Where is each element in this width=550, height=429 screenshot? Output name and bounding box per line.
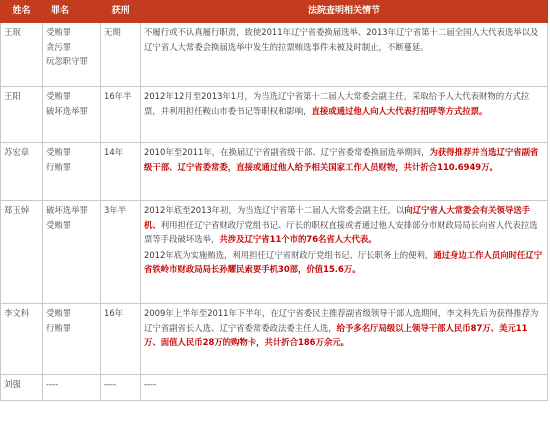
detail-paragraph (144, 203, 544, 247)
cell-name: 郑玉焯 (1, 201, 43, 304)
header-crime: 罪名 (43, 1, 101, 23)
finding-text: 2009年上半年至2011年下半年，在辽宁省委民主推荐副省级领导干部人选期间，李文科先后为获得推荐为辽宁省副省长人选、辽宁省委常委政法委主任人选， (144, 308, 539, 333)
header-row (1, 1, 548, 23)
cell-sentence: ---- (101, 375, 141, 401)
highlighted-finding: 给予多名厅局级以上领导干部人民币87万、美元11万、面值人民币28万的购物卡，共计折合186万余元。 (144, 322, 528, 347)
crime-item: 受贿罪 (46, 219, 72, 230)
table-row (1, 23, 548, 87)
cell-name: 王阳 (1, 87, 43, 143)
detail-paragraph (144, 145, 544, 174)
table-header (1, 1, 548, 23)
cell-crimes (43, 304, 101, 375)
crime-item: 贪污罪 (46, 41, 72, 52)
cell-detail (141, 201, 548, 304)
cell-detail (141, 375, 548, 401)
finding-text: ---- (144, 379, 157, 389)
detail-paragraph (144, 25, 544, 54)
cell-sentence: 无期 (101, 23, 141, 87)
table-row (1, 201, 548, 304)
finding-text: 2012年底至2013年初，为当选辽宁省第十二届人大常委会副主任，以 (144, 205, 405, 215)
cell-detail (141, 143, 548, 201)
highlighted-finding: 通过身边工作人员向时任辽宁省铁岭市财政局局长孙耀民索要手机30部，价值15.6万。 (144, 249, 543, 274)
cell-detail (141, 23, 548, 87)
cell-detail (141, 304, 548, 375)
finding-text: 2010年至2011年，在换届辽宁省副省级干部、辽宁省委常委换届选举期间， (144, 147, 430, 157)
table-row (1, 304, 548, 375)
crime-item: 受贿罪 (46, 91, 72, 101)
cell-detail (141, 87, 548, 143)
header-sentence: 获刑 (101, 1, 141, 23)
table-row (1, 87, 548, 143)
crime-item: ---- (46, 379, 59, 389)
cell-name: 苏宏章 (1, 143, 43, 201)
table-body (1, 23, 548, 401)
cell-crimes (43, 143, 101, 201)
detail-paragraph (144, 377, 544, 392)
cell-sentence: 16年 (101, 304, 141, 375)
finding-text: 不履行或不认真履行职责，致使2011年辽宁省委换届选举、2013年辽宁省第十二届全国人大代表选举以及辽宁省人大常委会换届选举中发生的拉票贿选事件未被及时制止，不断蔓延。 (144, 27, 539, 52)
finding-text: 2012年12月至2013年1月，为当选辽宁省第十二届人大常委会副主任，采取给予人大代表财物的方式拉票，并利用担任鞍山市委书记等职权和影响， (144, 91, 530, 116)
finding-text: 利用担任辽宁省财政厅党组书记、厅长的职权直接或者通过他人安排部分市财政局局长向省人代表拉选票等手段破坏选举， (144, 219, 538, 244)
table-row (1, 375, 548, 401)
cell-crimes (43, 201, 101, 304)
highlighted-finding: 为获得推荐并当选辽宁省副省级干部、辽宁省委常委，直接或通过他人给予相关国家工作人员财物，共计折合110.6949万。 (144, 147, 539, 172)
cell-sentence: 14年 (101, 143, 141, 201)
crime-item: 破坏选举罪 (46, 205, 88, 215)
cell-name: 王珉 (1, 23, 43, 87)
cell-crimes (43, 23, 101, 87)
crime-item: 行贿罪 (46, 161, 72, 172)
crime-item: 受贿罪 (46, 147, 72, 157)
crime-item: 受贿罪 (46, 27, 72, 37)
detail-paragraph (144, 306, 544, 350)
table-row (1, 143, 548, 201)
highlighted-finding: 直接或通过他人向人大代表打招呼等方式拉票。 (311, 105, 488, 116)
header-name: 姓名 (1, 1, 43, 23)
cell-crimes (43, 87, 101, 143)
cell-name: 刘强 (1, 375, 43, 401)
highlighted-finding: 共涉及辽宁省11个市的76名省人大代表。 (219, 234, 377, 244)
cell-crimes (43, 375, 101, 401)
finding-text: 2012年底为实施贿选，利用担任辽宁省财政厅党组书记、厅长职务上的便利， (144, 249, 434, 260)
highlighted-finding: 向辽宁省人大常委会有关领导送手机、 (144, 205, 531, 230)
cell-name: 李文科 (1, 304, 43, 375)
crime-item: 受贿罪 (46, 308, 72, 318)
crime-item: 行贿罪 (46, 322, 72, 333)
detail-paragraph (144, 89, 544, 118)
cell-sentence: 3年半 (101, 201, 141, 304)
cell-sentence: 16年半 (101, 87, 141, 143)
crime-item: 破坏选举罪 (46, 105, 88, 116)
crime-item: 玩忽职守罪 (46, 56, 88, 66)
detail-paragraph (144, 248, 544, 277)
header-detail: 法院查明相关情节 (141, 1, 548, 23)
